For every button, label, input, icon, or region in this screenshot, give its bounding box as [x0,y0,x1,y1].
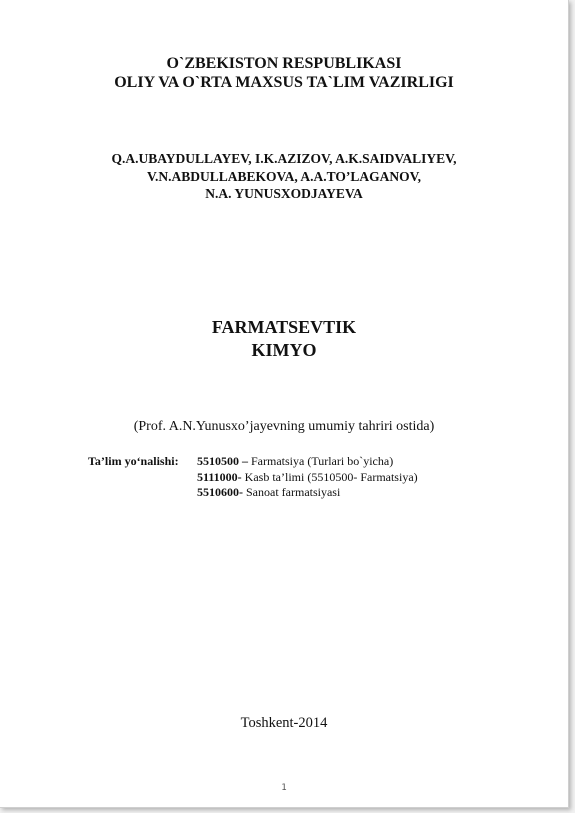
direction-name: Kasb ta’limi (5510500- Farmatsiya) [244,469,418,484]
authors-block [0,150,568,203]
ministry-header [0,54,568,92]
header-line-2: OLIY VA O`RTA MAXSUS TA`LIM VAZIRLIGI [114,74,454,91]
title-line-2: KIMYO [251,340,317,360]
direction-name: Sanoat farmatsiyasi [246,485,341,499]
direction-name: Farmatsiya (Turlari bo`yicha) [251,454,394,468]
city-year: Toshkent-2014 [240,715,328,731]
direction-item [197,470,418,486]
education-direction-list [197,454,418,501]
direction-code: 5510500 – [197,454,248,468]
direction-item [197,485,418,501]
title-line-1: FARMATSEVTIK [211,317,357,337]
page-number: 1 [281,783,287,793]
education-direction-label: Ta’lim yo‘nalishi: [88,454,179,468]
book-title [0,316,568,362]
direction-code: 5111000- [197,469,242,484]
header-line-1: O`ZBEKISTON RESPUBLIKASI [166,55,402,72]
authors-line-2: V.N.ABDULLABEKOVA, A.A.TO’LAGANOV, [147,168,421,184]
authors-line-3: N.A. YUNUSXODJAYEVA [205,186,363,201]
direction-item [197,454,418,470]
direction-code: 5510600- [197,485,243,499]
editor-note: (Prof. A.N.Yunusxo’jayevning umumiy tahriri ostida) [133,419,435,434]
authors-line-1: Q.A.UBAYDULLAYEV, I.K.AZIZOV, A.K.SAIDVALIYEV, [111,151,457,166]
